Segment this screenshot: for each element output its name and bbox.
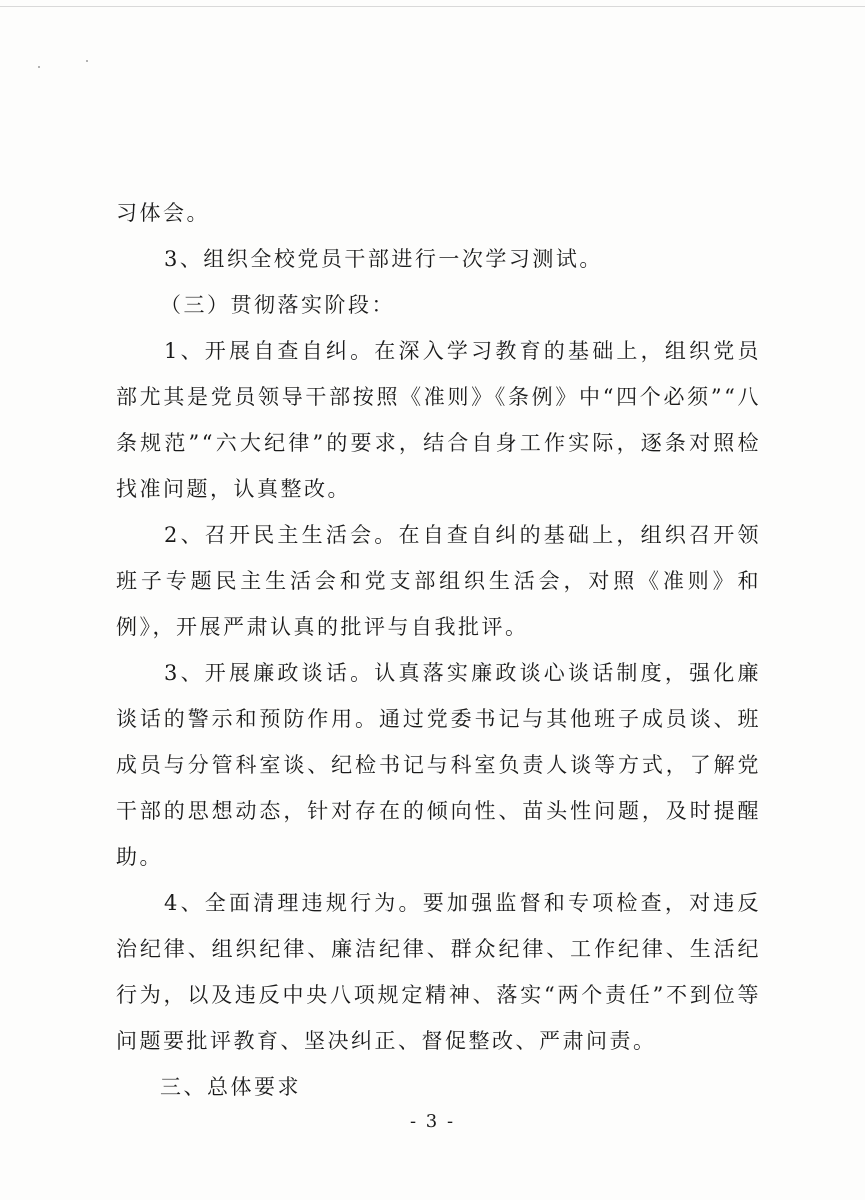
scan-top-edge [0, 6, 865, 7]
paragraph-line: 问题要批评教育、坚决纠正、督促整改、严肃问责。 [116, 1029, 657, 1053]
paragraph-line: 习体会。 [116, 201, 210, 225]
paragraph-line: 部尤其是党员领导干部按照《准则》《条例》中“四个必须”“八 [116, 385, 761, 409]
paragraph-line: 找准问题，认真整改。 [116, 477, 351, 501]
paragraph-line: 谈话的警示和预防作用。通过党委书记与其他班子成员谈、班 [116, 707, 761, 731]
section-heading: （三）贯彻落实阶段： [160, 293, 395, 317]
paragraph-line: 4、全面清理违规行为。要加强监督和专项检查，对违反 [164, 891, 761, 915]
paragraph-line: 3、组织全校党员干部进行一次学习测试。 [164, 247, 603, 271]
paragraph-line: 3、开展廉政谈话。认真落实廉政谈心谈话制度，强化廉 [164, 661, 761, 685]
scan-speck [86, 60, 88, 62]
paragraph-line: 干部的思想动态，针对存在的倾向性、苗头性问题，及时提醒 [116, 799, 761, 823]
paragraph-line: 治纪律、组织纪律、廉洁纪律、群众纪律、工作纪律、生活纪 [116, 937, 761, 961]
paragraph-line: 1、开展自查自纠。在深入学习教育的基础上，组织党员 [164, 339, 761, 363]
paragraph-line: 助。 [116, 845, 163, 869]
paragraph-line: 班子专题民主生活会和党支部组织生活会，对照《准则》和 [116, 569, 761, 593]
paragraph-line: 行为，以及违反中央八项规定精神、落实“两个责任”不到位等 [116, 983, 761, 1007]
paragraph-line: 条规范”“六大纪律”的要求，结合自身工作实际，逐条对照检 [116, 431, 761, 455]
paragraph-line: 成员与分管科室谈、纪检书记与科室负责人谈等方式，了解党 [116, 753, 761, 777]
paragraph-line: 2、召开民主生活会。在自查自纠的基础上，组织召开领 [164, 523, 761, 547]
scan-speck [38, 66, 40, 68]
paragraph-line: 例》，开展严肃认真的批评与自我批评。 [116, 615, 529, 639]
document-body [116, 190, 761, 1110]
page-number: - 3 - [409, 1111, 456, 1132]
section-heading: 三、总体要求 [160, 1075, 301, 1099]
